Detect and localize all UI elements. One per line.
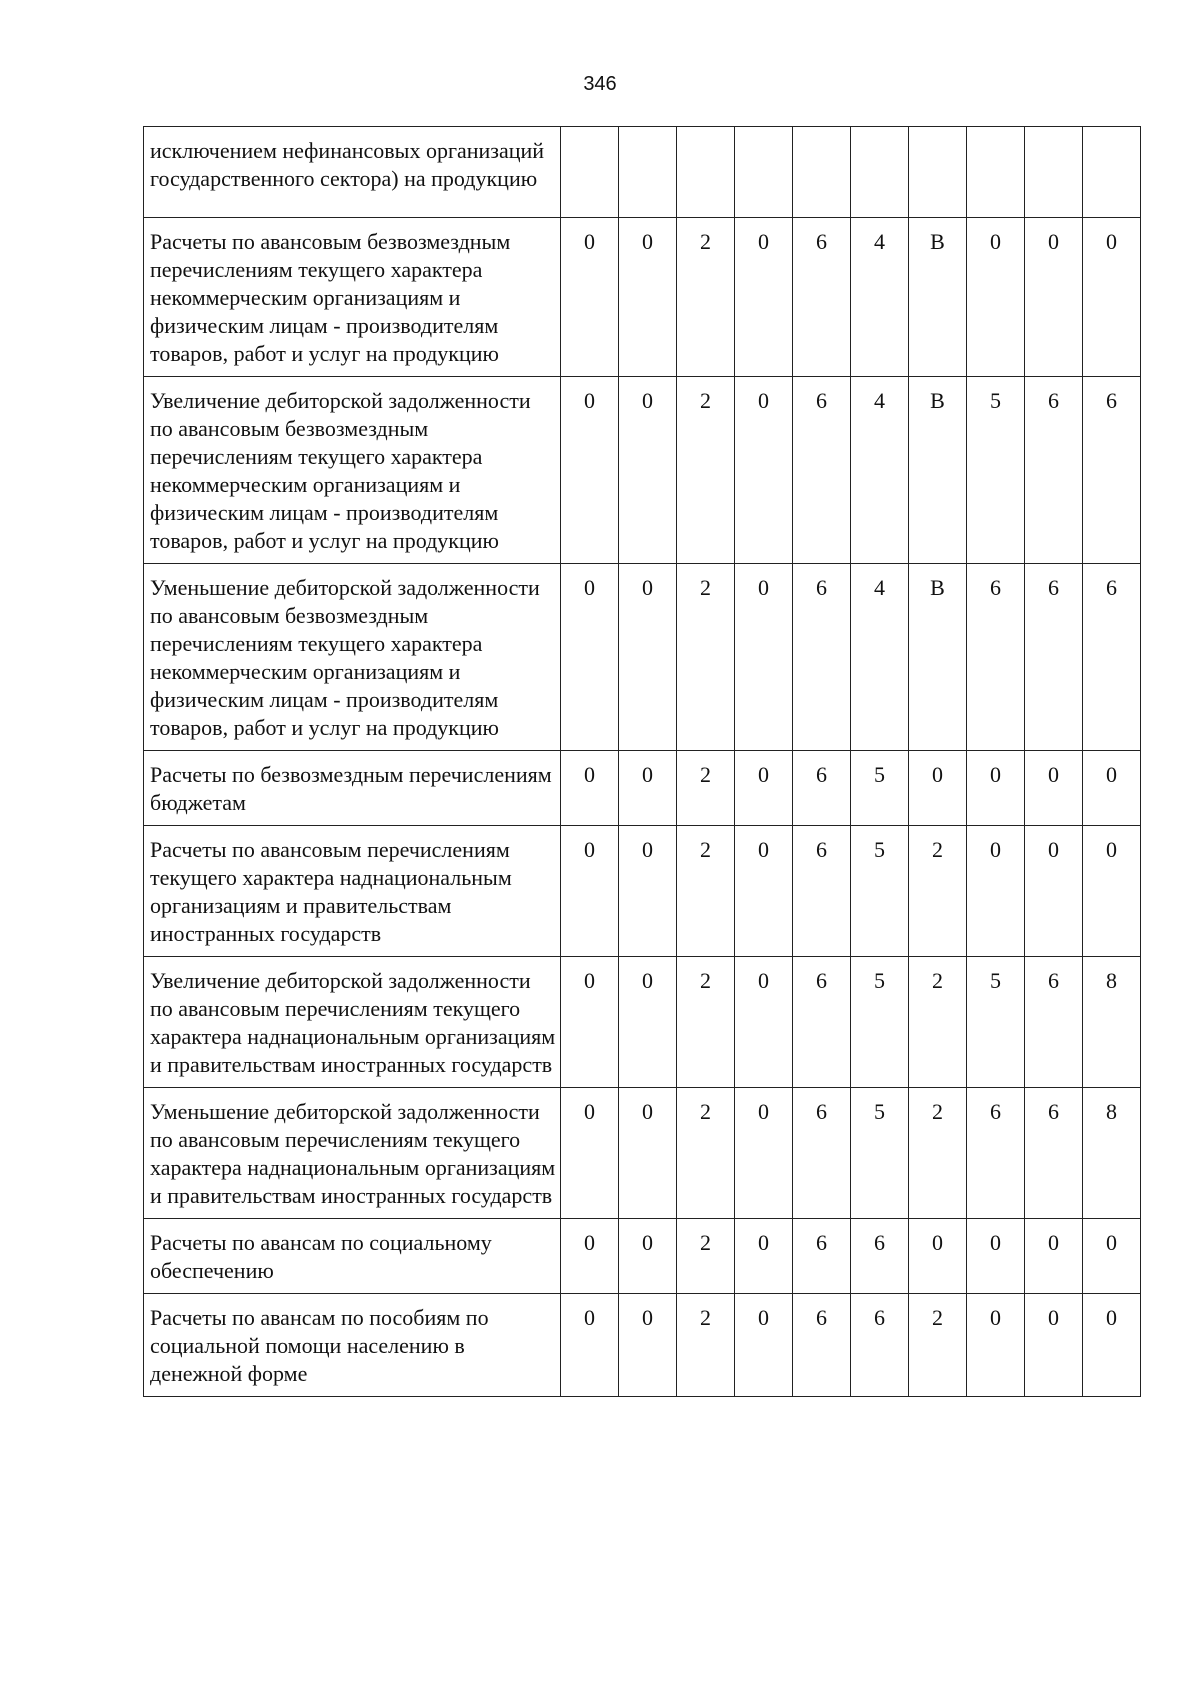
code-digit-cell: 6 — [967, 1088, 1025, 1219]
code-digit-cell: 0 — [619, 826, 677, 957]
code-digit-cell: 0 — [967, 218, 1025, 377]
code-digit-cell: 6 — [793, 1219, 851, 1294]
code-digit-cell: 6 — [793, 957, 851, 1088]
code-digit-cell: 0 — [619, 1219, 677, 1294]
code-digit-cell: 5 — [851, 1088, 909, 1219]
code-digit-cell: 0 — [967, 1219, 1025, 1294]
page-number: 346 — [583, 73, 617, 95]
code-digit-cell: 2 — [677, 377, 735, 564]
code-digit-cell: 8 — [1083, 1088, 1141, 1219]
code-digit-cell: 2 — [909, 1088, 967, 1219]
code-digit-cell: 2 — [677, 957, 735, 1088]
code-digit-cell: В — [909, 377, 967, 564]
code-digit-cell: 0 — [619, 564, 677, 751]
code-digit-cell: В — [909, 218, 967, 377]
code-digit-cell: 0 — [967, 751, 1025, 826]
code-digit-cell — [561, 127, 619, 218]
code-digit-cell: 0 — [561, 218, 619, 377]
code-digit-cell — [735, 127, 793, 218]
code-digit-cell: 2 — [909, 826, 967, 957]
table-body — [144, 127, 1141, 1397]
code-digit-cell: 0 — [561, 564, 619, 751]
code-digit-cell: 4 — [851, 218, 909, 377]
code-digit-cell: 0 — [561, 751, 619, 826]
account-name-cell: Уменьшение дебиторской задолженности по авансовым перечислениям текущего характера наднациональным организациям и правительствам иностранных государств — [144, 1088, 561, 1219]
code-digit-cell: 6 — [1025, 957, 1083, 1088]
code-digit-cell: 0 — [619, 751, 677, 826]
code-digit-cell: 8 — [1083, 957, 1141, 1088]
code-digit-cell: 0 — [735, 957, 793, 1088]
code-digit-cell: 6 — [967, 564, 1025, 751]
code-digit-cell — [967, 127, 1025, 218]
account-name-cell: Расчеты по авансам по пособиям по социальной помощи населению в денежной форме — [144, 1294, 561, 1397]
code-digit-cell: 0 — [735, 1219, 793, 1294]
code-digit-cell: 0 — [619, 957, 677, 1088]
code-digit-cell — [793, 127, 851, 218]
code-digit-cell: 6 — [793, 826, 851, 957]
code-digit-cell: 2 — [677, 1088, 735, 1219]
code-digit-cell: 0 — [619, 1294, 677, 1397]
code-digit-cell: 0 — [1083, 1219, 1141, 1294]
code-digit-cell — [1025, 127, 1083, 218]
table-row — [144, 1219, 1141, 1294]
table-row — [144, 1088, 1141, 1219]
code-digit-cell: 0 — [561, 1088, 619, 1219]
code-digit-cell: В — [909, 564, 967, 751]
code-digit-cell: 6 — [793, 751, 851, 826]
code-digit-cell — [851, 127, 909, 218]
account-name-cell: Расчеты по авансовым безвозмездным перечислениям текущего характера некоммерческим организациям и физическим лицам - производителям товаров, работ и услуг на продукцию — [144, 218, 561, 377]
account-name-cell: Увеличение дебиторской задолженности по авансовым перечислениям текущего характера наднациональным организациям и правительствам иностранных государств — [144, 957, 561, 1088]
code-digit-cell: 2 — [677, 564, 735, 751]
account-codes-table — [143, 126, 1141, 1397]
code-digit-cell: 2 — [677, 218, 735, 377]
code-digit-cell: 6 — [1025, 564, 1083, 751]
code-digit-cell: 6 — [793, 1294, 851, 1397]
code-digit-cell — [619, 127, 677, 218]
code-digit-cell: 0 — [561, 377, 619, 564]
code-digit-cell: 0 — [1025, 751, 1083, 826]
code-digit-cell: 5 — [967, 957, 1025, 1088]
code-digit-cell: 0 — [1083, 826, 1141, 957]
code-digit-cell: 6 — [793, 218, 851, 377]
code-digit-cell: 0 — [1025, 1219, 1083, 1294]
code-digit-cell: 6 — [851, 1294, 909, 1397]
account-name-cell: Расчеты по авансам по социальному обеспечению — [144, 1219, 561, 1294]
code-digit-cell: 5 — [967, 377, 1025, 564]
table-row — [144, 218, 1141, 377]
table-row — [144, 826, 1141, 957]
code-digit-cell: 2 — [677, 826, 735, 957]
code-digit-cell: 6 — [793, 564, 851, 751]
code-digit-cell: 6 — [851, 1219, 909, 1294]
code-digit-cell: 2 — [909, 1294, 967, 1397]
code-digit-cell: 5 — [851, 826, 909, 957]
code-digit-cell — [677, 127, 735, 218]
code-digit-cell: 0 — [1083, 1294, 1141, 1397]
code-digit-cell: 0 — [735, 1088, 793, 1219]
code-digit-cell: 0 — [1083, 751, 1141, 826]
code-digit-cell: 0 — [619, 377, 677, 564]
code-digit-cell: 0 — [909, 1219, 967, 1294]
code-digit-cell — [909, 127, 967, 218]
account-name-cell: Расчеты по безвозмездным перечислениям бюджетам — [144, 751, 561, 826]
code-digit-cell: 4 — [851, 564, 909, 751]
code-digit-cell: 5 — [851, 751, 909, 826]
code-digit-cell: 6 — [793, 377, 851, 564]
code-digit-cell: 5 — [851, 957, 909, 1088]
code-digit-cell: 4 — [851, 377, 909, 564]
table-row — [144, 957, 1141, 1088]
table-row — [144, 751, 1141, 826]
code-digit-cell: 2 — [677, 751, 735, 826]
account-name-cell: исключением нефинансовых организаций государственного сектора) на продукцию — [144, 127, 561, 218]
table-row — [144, 1294, 1141, 1397]
code-digit-cell: 0 — [1025, 1294, 1083, 1397]
code-digit-cell: 6 — [1025, 377, 1083, 564]
code-digit-cell: 0 — [909, 751, 967, 826]
table-row — [144, 564, 1141, 751]
code-digit-cell: 0 — [735, 218, 793, 377]
code-digit-cell: 2 — [909, 957, 967, 1088]
code-digit-cell: 2 — [677, 1294, 735, 1397]
code-digit-cell: 0 — [735, 377, 793, 564]
code-digit-cell: 0 — [735, 564, 793, 751]
code-digit-cell: 0 — [735, 751, 793, 826]
code-digit-cell: 0 — [735, 826, 793, 957]
code-digit-cell — [1083, 127, 1141, 218]
code-digit-cell: 0 — [1083, 218, 1141, 377]
code-digit-cell: 0 — [561, 1219, 619, 1294]
table-row — [144, 127, 1141, 218]
account-name-cell: Увеличение дебиторской задолженности по авансовым безвозмездным перечислениям текущего характера некоммерческим организациям и физическим лицам - производителям товаров, работ и услуг на продукцию — [144, 377, 561, 564]
code-digit-cell: 0 — [735, 1294, 793, 1397]
table-row — [144, 377, 1141, 564]
code-digit-cell: 6 — [1083, 564, 1141, 751]
code-digit-cell: 6 — [1025, 1088, 1083, 1219]
account-name-cell: Уменьшение дебиторской задолженности по авансовым безвозмездным перечислениям текущего характера некоммерческим организациям и физическим лицам - производителям товаров, работ и услуг на продукцию — [144, 564, 561, 751]
code-digit-cell: 0 — [561, 1294, 619, 1397]
code-digit-cell: 0 — [619, 1088, 677, 1219]
account-name-cell: Расчеты по авансовым перечислениям текущего характера наднациональным организациям и правительствам иностранных государств — [144, 826, 561, 957]
code-digit-cell: 0 — [619, 218, 677, 377]
code-digit-cell: 0 — [561, 826, 619, 957]
code-digit-cell: 6 — [793, 1088, 851, 1219]
code-digit-cell: 2 — [677, 1219, 735, 1294]
code-digit-cell: 0 — [561, 957, 619, 1088]
code-digit-cell: 0 — [967, 826, 1025, 957]
code-digit-cell: 6 — [1083, 377, 1141, 564]
code-digit-cell: 0 — [1025, 826, 1083, 957]
code-digit-cell: 0 — [967, 1294, 1025, 1397]
code-digit-cell: 0 — [1025, 218, 1083, 377]
